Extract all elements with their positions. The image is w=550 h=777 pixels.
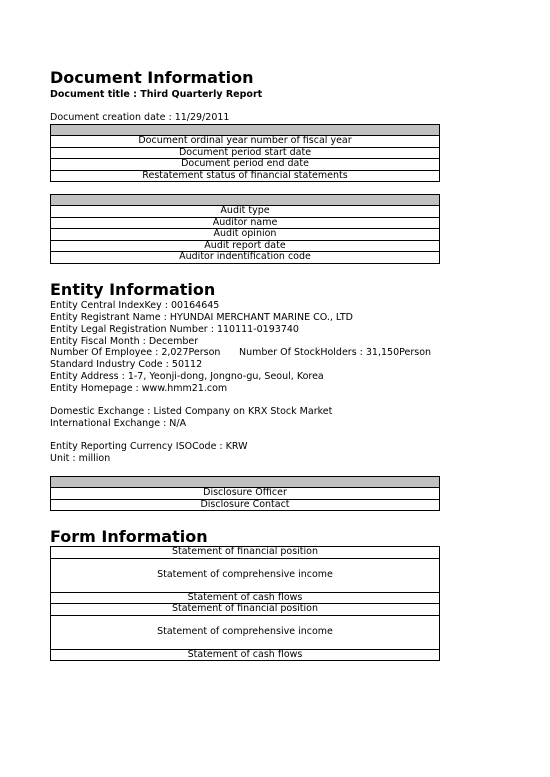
entity-fiscal-month: Entity Fiscal Month : December xyxy=(50,336,199,347)
entity-legal-registration: Entity Legal Registration Number : 110111-0193740 xyxy=(50,324,299,335)
table-row: Document ordinal year number of fiscal year xyxy=(51,136,440,148)
audit-table xyxy=(50,194,440,264)
form-information-heading: Form Information xyxy=(50,527,208,546)
entity-central-index-key: Entity Central IndexKey : 00164645 xyxy=(50,300,220,311)
table-row: Document period start date xyxy=(51,147,440,159)
standard-industry-code: Standard Industry Code : 50112 xyxy=(50,359,203,370)
document-title: Document title : Third Quarterly Report xyxy=(50,89,263,100)
number-of-employees: Number Of Employee : 2,027Person xyxy=(50,347,221,358)
number-of-stockholders: Number Of StockHolders : 31,150Person xyxy=(239,347,432,358)
entity-homepage: Entity Homepage : www.hmm21.com xyxy=(50,383,228,394)
table-row: Audit opinion xyxy=(51,229,440,241)
table-row: Auditor indentification code xyxy=(51,252,440,264)
table-row: Audit report date xyxy=(51,240,440,252)
entity-address: Entity Address : 1-7, Yeonji-dong, Jongno-gu, Seoul, Korea xyxy=(50,371,324,382)
table-row: Statement of cash flows xyxy=(51,649,440,661)
table-row: Statement of financial position xyxy=(51,604,440,616)
table-row: Restatement status of financial statements xyxy=(51,170,440,182)
document-period-table xyxy=(50,124,440,182)
table-header xyxy=(51,125,440,136)
table-row: Disclosure Contact xyxy=(51,499,440,511)
table-row: Statement of comprehensive income xyxy=(51,615,440,649)
international-exchange: International Exchange : N/A xyxy=(50,418,187,429)
disclosure-table xyxy=(50,476,440,511)
table-row: Auditor name xyxy=(51,217,440,229)
document-information-heading: Document Information xyxy=(50,68,254,87)
table-header xyxy=(51,195,440,206)
reporting-currency: Entity Reporting Currency ISOCode : KRW xyxy=(50,441,248,452)
table-row: Disclosure Officer xyxy=(51,488,440,500)
table-row: Audit type xyxy=(51,206,440,218)
table-row: Statement of financial position xyxy=(51,547,440,559)
table-row: Document period end date xyxy=(51,159,440,171)
form-table xyxy=(50,546,440,661)
domestic-exchange: Domestic Exchange : Listed Company on KRX Stock Market xyxy=(50,406,333,417)
table-row: Statement of cash flows xyxy=(51,592,440,604)
table-row: Statement of comprehensive income xyxy=(51,558,440,592)
table-header xyxy=(51,477,440,488)
entity-information-heading: Entity Information xyxy=(50,280,216,299)
unit: Unit : million xyxy=(50,453,111,464)
document-creation-date: Document creation date : 11/29/2011 xyxy=(50,112,230,123)
entity-registrant-name: Entity Registrant Name : HYUNDAI MERCHANT MARINE CO., LTD xyxy=(50,312,353,323)
